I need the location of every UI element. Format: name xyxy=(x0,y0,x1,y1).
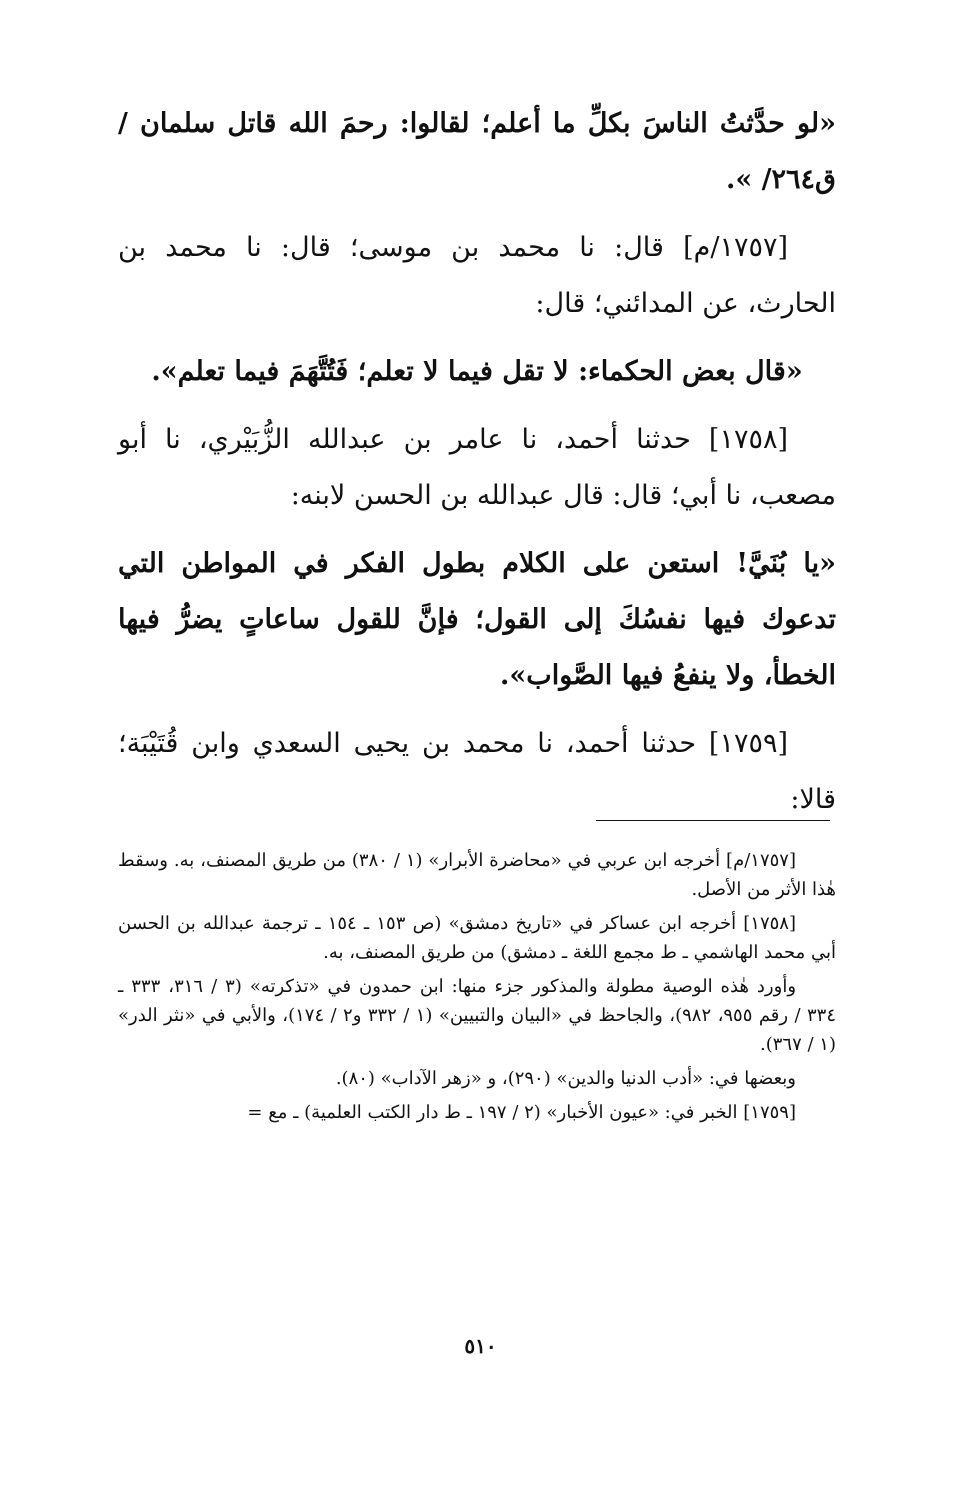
quote-paragraph-2: «قال بعض الحكماء: لا تقل فيما لا تعلم؛ فَتُتَّهَمَ فيما تعلم». xyxy=(151,356,803,387)
footnote-1757m: [١٧٥٧/م] أخرجه ابن عربي في «محاضرة الأبرار» (١ / ٣٨٠) من طريق المصنف، به. وسقط هٰذا الأثر من الأصل. xyxy=(118,850,836,900)
footnote-separator xyxy=(596,820,830,821)
page-number: ٥١٠ xyxy=(464,1334,497,1358)
narration-1758: [١٧٥٨] حدثنا أحمد، نا عامر بن عبدالله الزُّبَيْري، نا أبو مصعب، نا أبي؛ قال: قال عبدالله بن الحسن لابنه: xyxy=(118,424,836,511)
footnote-1758: [١٧٥٨] أخرجه ابن عساكر في «تاريخ دمشق» (ص ١٥٣ ـ ١٥٤ ـ ترجمة عبدالله بن الحسن أبي محمد الهاشمي ـ ط مجمع اللغة ـ دمشق) من طريق المصنف، به. xyxy=(118,913,836,963)
footnote-1758-sources: وأورد هٰذه الوصية مطولة والمذكور جزء منها: ابن حمدون في «تذكرته» (٣ / ٣١٦، ٣٣٣ ـ ٣٣٤ / رقم ٩٥٥، ٩٨٢)، والجاحظ في «البيان والتبيين» (١ / ٣٣٢ و٢ / ١٧٤)، والأبي في «نثر الدر» (١ / ٣٦٧). xyxy=(118,976,837,1055)
quote-paragraph-1: «لو حدَّثتُ الناسَ بكلِّ ما أعلم؛ لقالوا: رحمَ الله قاتل سلمان / ق٢٦٤/ ». xyxy=(118,108,836,195)
footnotes xyxy=(118,846,836,1132)
quote-paragraph-3: «يا بُنَيَّ! استعن على الكلام بطول الفكر في المواطن التي تدعوك فيها نفسُكَ إلى القول؛ فإنَّ للقول ساعاتٍ يضرُّ فيها الخطأ، ولا ينفعُ فيها الصَّواب». xyxy=(118,548,836,691)
narration-1759: [١٧٥٩] حدثنا أحمد، نا محمد بن يحيى السعدي وابن قُتَيْبَة؛ قالا: xyxy=(118,728,836,815)
narration-1757m: [١٧٥٧/م] قال: نا محمد بن موسى؛ قال: نا محمد بن الحارث، عن المدائني؛ قال: xyxy=(118,232,836,319)
main-text xyxy=(118,96,836,840)
footnote-1758-partial: وبعضها في: «أدب الدنيا والدين» (٢٩٠)، و «زهر الآداب» (٨٠). xyxy=(335,1068,796,1089)
footnote-1759: [١٧٥٩] الخبر في: «عيون الأخبار» (٢ / ١٩٧ ـ ط دار الكتب العلمية) ـ مع = xyxy=(247,1102,796,1123)
